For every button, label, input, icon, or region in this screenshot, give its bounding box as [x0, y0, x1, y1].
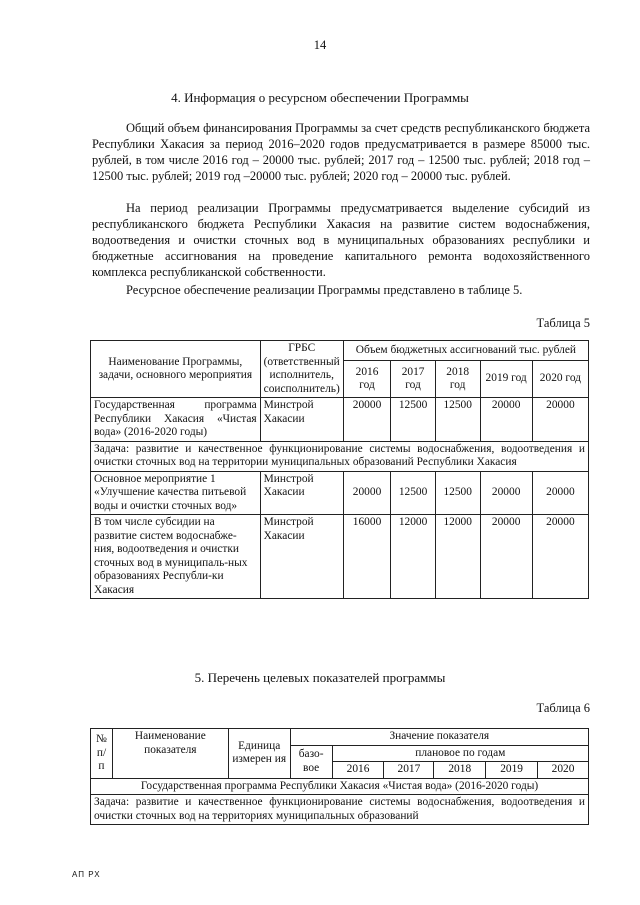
row-name: Основное мероприятие 1 «Улучшение качества питьевой воды и очистки сточных вод» — [91, 471, 261, 515]
header-base: базо-вое — [290, 745, 332, 778]
header-year: 2018 год — [435, 361, 480, 398]
header-year: 2019 год — [480, 361, 532, 398]
header-volume: Объем бюджетных ассигнований тыс. рублей — [343, 341, 588, 361]
header-year: 2017 год — [391, 361, 436, 398]
row-grbs: Минстрой Хакасии — [260, 398, 343, 442]
table-row — [91, 515, 589, 599]
header-year: 2019 — [486, 762, 538, 779]
table-task-row — [91, 441, 589, 471]
paragraph-financing: Общий объем финансирования Программы за счет средств республиканского бюджета Республики Хакасия за период 2016–2020 годов предусматривается в размере 85000 тыс. рублей, в том числе 2016 год – 20000 тыс. рублей; 2017 год – 12500 тыс. рублей; 2018 год – 12500 тыс. рублей; 2019 год –20000 тыс. рублей; 2020 год – 20000 тыс. рублей. — [92, 121, 590, 183]
table-header-row — [91, 341, 589, 361]
row-value: 20000 — [343, 471, 391, 515]
row-name: Государственная программа Республики Хакасия «Чистая вода» (2016-2020 годы) — [91, 398, 261, 442]
row-value: 20000 — [480, 398, 532, 442]
table-5 — [90, 340, 589, 599]
row-value: 20000 — [480, 515, 532, 599]
header-name: Наименование Программы, задачи, основного мероприятия — [91, 341, 261, 398]
row-value: 20000 — [532, 471, 588, 515]
row-value: 20000 — [532, 515, 588, 599]
row-grbs: Минстрой Хакасии — [260, 515, 343, 599]
task-text: Задача: развитие и качественное функционирование системы водоснабжения, водоотведения и очистки сточных вод на территории муниципальных образований Республики Хакасия — [91, 441, 589, 471]
header-planned: плановое по годам — [332, 745, 588, 762]
header-grbs: ГРБС (ответственный исполнитель, соисполнитель) — [260, 341, 343, 398]
row-value: 20000 — [480, 471, 532, 515]
header-year: 2017 — [384, 762, 434, 779]
table-program-row — [91, 778, 589, 795]
table-row — [91, 471, 589, 515]
row-value: 12500 — [435, 398, 480, 442]
header-year: 2016 — [332, 762, 384, 779]
paragraph-subsidies: На период реализации Программы предусматривается выделение субсидий из республиканского бюджета Республики Хакасия на развитие систем водоснабжения, водоотведения и очистки сточных вод в муниципальных образованиях республики и бюджетные ассигнования на проведение капитального ремонта водохозяйственного комплекса республиканской собственности. — [92, 201, 590, 279]
row-value: 12500 — [391, 471, 436, 515]
row-value: 12500 — [391, 398, 436, 442]
archive-stamp: АП РХ — [72, 870, 101, 879]
header-value: Значение показателя — [290, 729, 588, 746]
table-5-caption: Таблица 5 — [536, 316, 590, 330]
row-value: 12000 — [435, 515, 480, 599]
program-row-text: Государственная программа Республики Хакасия «Чистая вода» (2016-2020 годы) — [91, 778, 589, 795]
row-value: 12500 — [435, 471, 480, 515]
row-value: 20000 — [343, 398, 391, 442]
task-text: Задача: развитие и качественное функционирование системы водоснабжения, водоотведения и очистки сточных вод на территориях муниципальных образований — [91, 795, 589, 825]
row-value: 20000 — [532, 398, 588, 442]
page-number: 14 — [313, 38, 327, 52]
header-indicator-name: Наименование показателя — [112, 729, 228, 779]
section-4-heading: 4. Информация о ресурсном обеспечении Программы — [171, 90, 469, 105]
section-5-heading: 5. Перечень целевых показателей программы — [194, 670, 446, 685]
table-6-caption: Таблица 6 — [536, 701, 590, 715]
row-grbs: Минстрой Хакасии — [260, 471, 343, 515]
header-unit: Единица измерен ия — [228, 729, 290, 779]
table-header-row — [91, 729, 589, 746]
row-name: В том числе субсидии на развитие систем водоснабже-ния, водоотведения и очистки сточных вод в муниципаль-ных образованиях Республи-ки Хакасия — [91, 515, 261, 599]
header-year: 2020 год — [532, 361, 588, 398]
header-num: № п/ п — [91, 729, 113, 779]
header-year: 2018 — [434, 762, 486, 779]
header-year: 2020 — [538, 762, 589, 779]
header-year: 2016 год — [343, 361, 391, 398]
row-value: 12000 — [391, 515, 436, 599]
table-6 — [90, 728, 589, 825]
table-row — [91, 398, 589, 442]
table-task-row — [91, 795, 589, 825]
paragraph-table-ref: Ресурсное обеспечение реализации Программы представлено в таблице 5. — [126, 283, 523, 297]
row-value: 16000 — [343, 515, 391, 599]
